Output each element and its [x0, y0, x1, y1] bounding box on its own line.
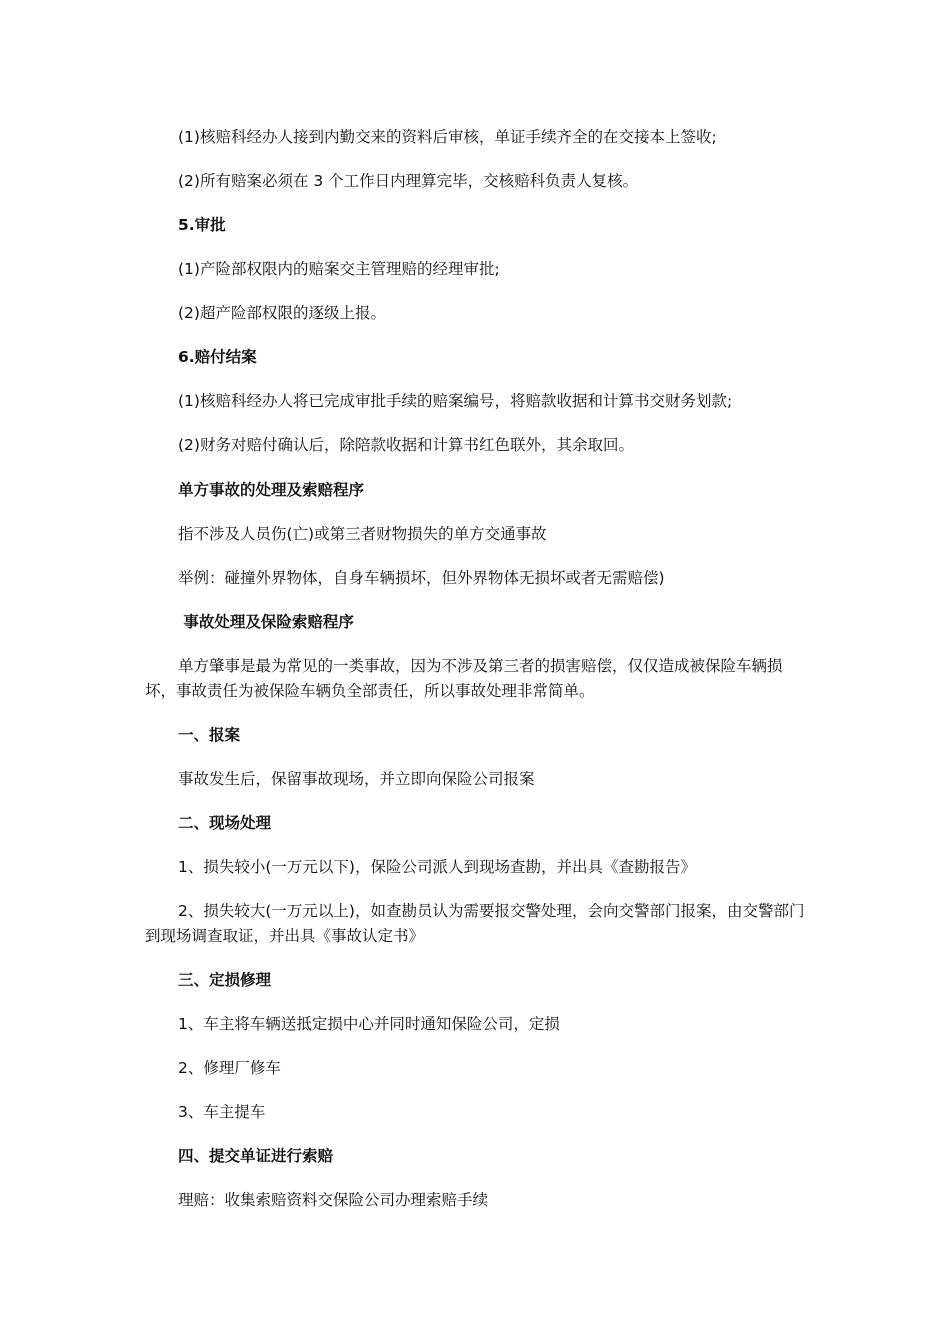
text-line: 2、修理厂修车	[178, 1059, 281, 1077]
section-heading: 6.赔付结案	[178, 348, 257, 366]
text-line: (1)核赔科经办人接到内勤交来的资料后审核，单证手续齐全的在交接本上签收;	[178, 128, 717, 146]
section-heading: 事故处理及保险索赔程序	[178, 613, 354, 631]
text-line: (2)所有赔案必须在 3 个工作日内理算完毕，交核赔科负责人复核。	[178, 172, 639, 190]
intro-paragraph: 单方肇事是最为常见的一类事故，因为不涉及第三者的损害赔偿，仅仅造成被保险车辆损坏，事故责任为被保险车辆负全部责任，所以事故处理非常简单。	[145, 657, 783, 700]
section-heading: 二、现场处理	[178, 814, 272, 832]
text-line: 指不涉及人员伤(亡)或第三者财物损失的单方交通事故	[178, 525, 547, 543]
section-heading: 一、报案	[178, 726, 241, 744]
section-heading: 三、定损修理	[178, 971, 272, 989]
section-heading: 5.审批	[178, 216, 226, 234]
text-line: (1)产险部权限内的赔案交主管理赔的经理审批;	[178, 260, 500, 278]
text-line: 1、车主将车辆送抵定损中心并同时通知保险公司，定损	[178, 1015, 560, 1033]
text-line: 举例：碰撞外界物体，自身车辆损坏，但外界物体无损坏或者无需赔偿)	[178, 569, 665, 587]
text-line: (1)核赔科经办人将已完成审批手续的赔案编号，将赔款收据和计算书交财务划款;	[178, 392, 733, 410]
section-heading: 四、提交单证进行索赔	[178, 1147, 334, 1165]
text-line: 1、损失较小(一万元以下)，保险公司派人到现场查勘，并出具《查勘报告》	[178, 858, 696, 876]
text-paragraph: 2、损失较大(一万元以上)，如查勘员认为需要报交警处理，会向交警部门报案，由交警部门到现场调查取证，并出具《事故认定书》	[145, 902, 805, 945]
text-line: (2)财务对赔付确认后，除陪款收据和计算书红色联外，其余取回。	[178, 436, 634, 454]
text-line: (2)超产险部权限的逐级上报。	[178, 304, 386, 322]
text-line: 事故发生后，保留事故现场，并立即向保险公司报案	[178, 770, 535, 788]
text-line: 理赔：收集索赔资料交保险公司办理索赔手续	[178, 1191, 489, 1209]
text-line: 3、车主提车	[178, 1103, 266, 1121]
section-heading: 单方事故的处理及索赔程序	[178, 481, 365, 499]
